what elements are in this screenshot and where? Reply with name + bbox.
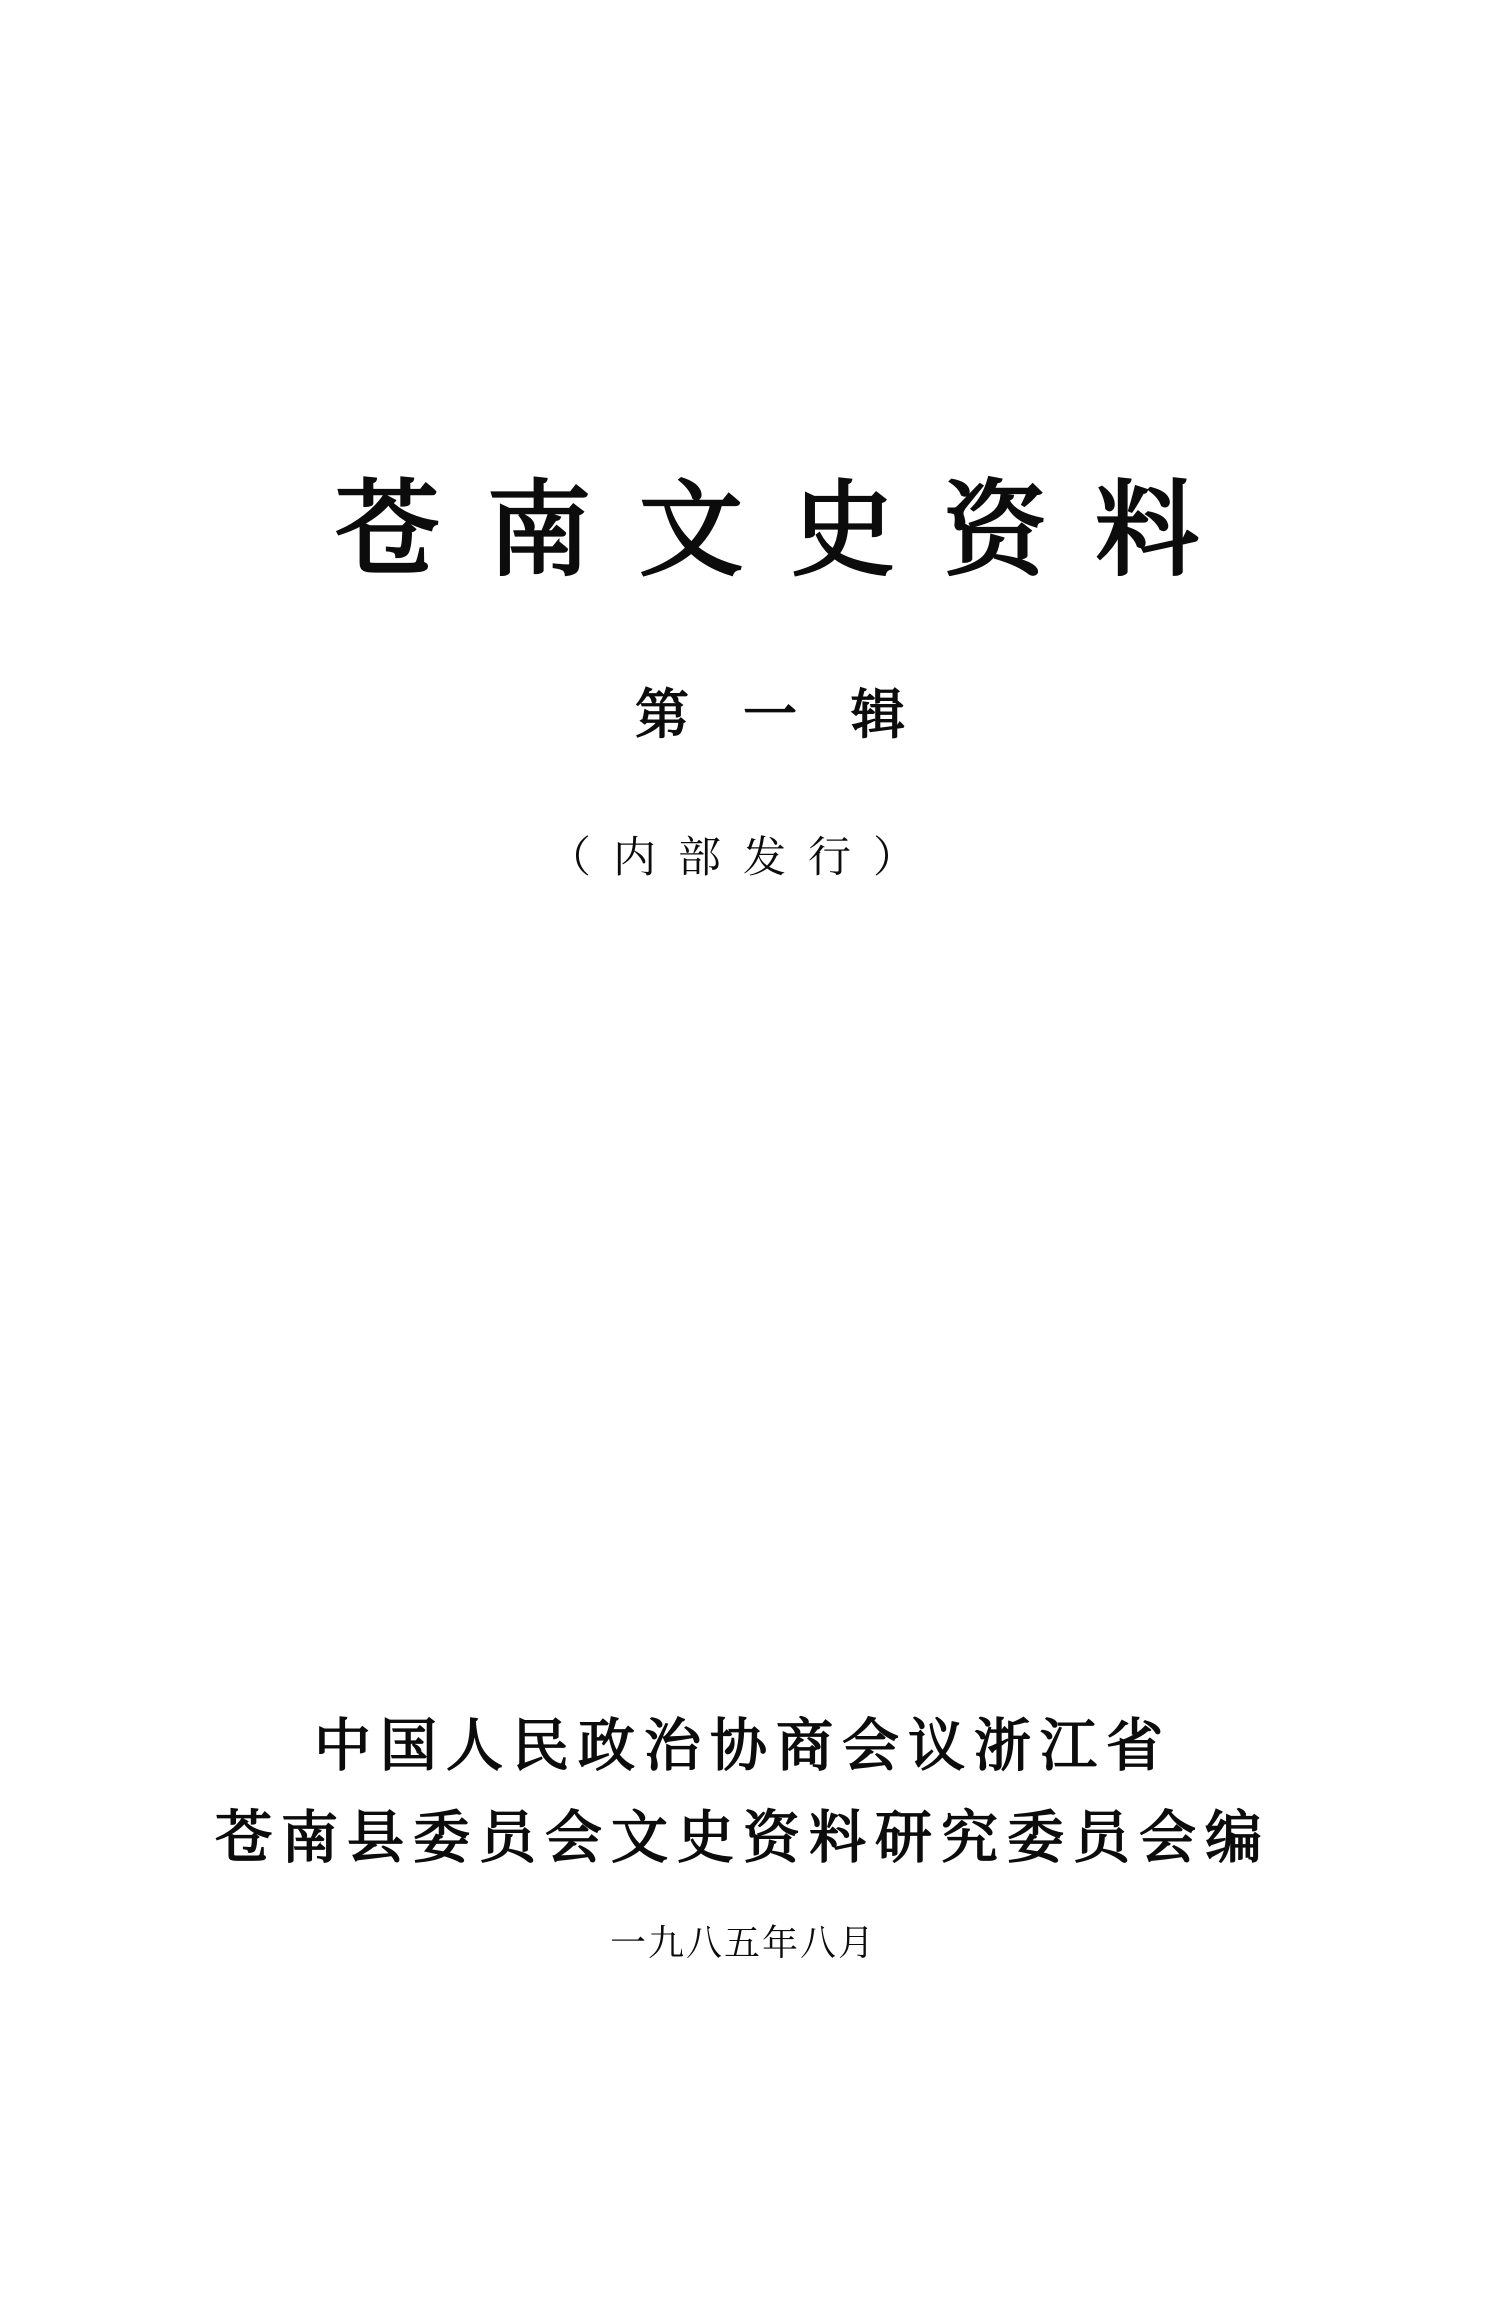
publisher-block	[0, 1700, 1486, 1884]
publication-date: 一九八五年八月	[609, 1923, 876, 1964]
publisher-line-2: 苍南县委员会文史资料研究委员会编	[215, 1804, 1271, 1871]
volume-number: 第一辑	[635, 683, 959, 746]
publisher-line-1: 中国人民政治协商会议浙江省	[314, 1712, 1172, 1779]
book-title: 苍南文史资料	[334, 468, 1247, 591]
distribution-note: （内部发行）	[548, 833, 938, 883]
